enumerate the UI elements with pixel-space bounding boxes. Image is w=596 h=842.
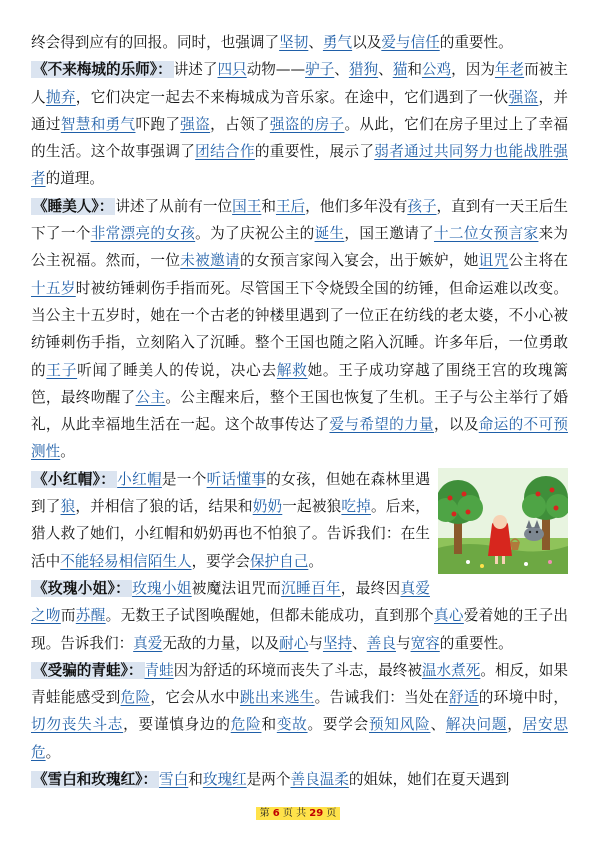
keyword: 解决问题 [445, 716, 508, 734]
text-run: 讲述了 [173, 61, 218, 79]
keyword: 吃掉 [341, 498, 371, 516]
text-run: 和 [188, 771, 203, 789]
story-title: 《雪白和玫瑰红》： [33, 771, 158, 789]
keyword: 十二位女预言家 [433, 225, 539, 243]
text-run: 、 [352, 634, 367, 652]
paragraph-p2 [31, 193, 568, 466]
keyword: 驴子 [305, 61, 335, 79]
keyword: 沉睡百年 [281, 579, 341, 597]
keyword: 公鸡 [421, 61, 452, 79]
text-run: 而被主人 [31, 61, 568, 106]
keyword: 强盗的房子 [269, 115, 345, 133]
keyword: 宽容 [410, 634, 440, 652]
text-run: ，要学会 [191, 552, 250, 570]
keyword: 非常漂亮的女孩 [90, 225, 196, 243]
keyword: 狼 [60, 498, 76, 516]
keyword: 未被邀请 [180, 252, 240, 270]
keyword: 奶奶 [252, 498, 283, 516]
text-run: 动物—— [246, 61, 306, 79]
keyword: 王后 [275, 197, 306, 215]
text-run: 吓跑了 [135, 115, 181, 133]
paragraph-p0 [31, 29, 568, 56]
keyword: 四只 [217, 61, 247, 79]
text-run: 的重要性。 [439, 34, 513, 51]
text-run: ，它们决定一起去不来梅城成为音乐家。在途中，它们遇到了一伙 [75, 88, 509, 106]
text-run: 是一个 [161, 470, 207, 488]
story-title: 《睡美人》： [33, 197, 114, 215]
keyword: 青蛙 [144, 661, 174, 679]
keyword: 抛弃 [45, 88, 76, 106]
paragraph-p3 [31, 466, 568, 575]
text-run: 讲述了从前有一位 [115, 197, 233, 215]
keyword: 爱与信任 [381, 34, 440, 51]
text-run: 因为舒适的环境而丧失了斗志，最终被 [173, 661, 422, 679]
keyword: 猎狗 [348, 61, 379, 79]
text-run: 时被纺锤刺伤手指而死。尽管国王下令烧毁全国的纺锤，但命运难以改变。当公主十五岁时，她在一个古老的钟楼里遇到了一位正在纺线的老太婆，不小心被纺锤刺伤手指，立刻陷入了沉睡。整个王国也随之陷入沉睡。许多年后，一位勇敢的 [31, 279, 568, 379]
keyword: 王子 [46, 361, 78, 379]
keyword: 舒适 [448, 689, 479, 707]
text-run: 。告诫我们：当处在 [314, 689, 449, 707]
keyword: 诞生 [314, 225, 345, 243]
paragraph-p5 [31, 657, 568, 766]
keyword: 真爱 [133, 634, 163, 652]
document-body [31, 29, 568, 793]
story-title: 《受骗的青蛙》： [33, 661, 143, 679]
text-run: 听闻了睡美人的传说，决心去 [77, 361, 277, 379]
text-run: 。 [308, 552, 323, 570]
text-run: 。要学会 [307, 716, 369, 734]
page-label-middle: 页 共 [282, 808, 307, 819]
keyword: 勇气 [322, 34, 353, 51]
paragraph-p6 [31, 766, 568, 793]
keyword: 变故 [276, 716, 308, 734]
text-run: 她。王子成功穿越了围绕王宫的玫瑰篱笆，最终吻醒了 [31, 361, 568, 406]
keyword: 玫瑰小姐 [132, 579, 192, 597]
text-run: 。从此，它们在房子里过上了幸福的生活。这个故事强调了 [31, 115, 568, 161]
text-run: ，并通过 [31, 88, 568, 133]
keyword: 小红帽 [117, 470, 162, 488]
story-title: 《小红帽》： [33, 470, 116, 488]
text-run: 。为了庆祝公主的 [195, 225, 315, 243]
keyword: 听话懂事 [206, 470, 267, 488]
keyword: 强盗 [180, 115, 211, 133]
text-run: ， [507, 716, 523, 734]
keyword: 解救 [276, 361, 308, 379]
keyword: 爱与希望的力量 [329, 416, 434, 434]
text-run: 的姐妹，她们在夏天遇到 [348, 771, 510, 789]
keyword: 危险 [230, 716, 262, 734]
keyword: 团结合作 [195, 143, 255, 161]
text-run: 与 [308, 634, 323, 652]
keyword: 强盗 [508, 88, 539, 106]
keyword: 真心 [433, 607, 464, 625]
text-run: 是两个 [246, 771, 291, 789]
keyword: 年老 [494, 61, 525, 79]
keyword: 坚持 [322, 634, 353, 652]
keyword: 孩子 [407, 197, 437, 215]
keyword: 玫瑰红 [202, 771, 247, 789]
keyword: 切勿丧失斗志 [31, 716, 124, 734]
text-run: 的女孩，但她在森林里遇到了 [31, 470, 430, 516]
keyword: 公主 [135, 388, 166, 406]
text-run: 的女预言家闯入宴会，出于嫉妒，她 [239, 252, 479, 270]
page-label-prefix: 第 [259, 808, 270, 819]
story-title: 《不来梅城的乐师》： [33, 61, 172, 79]
text-run: 、 [334, 61, 349, 79]
text-run: 和 [407, 61, 422, 79]
keyword: 雪白 [159, 771, 189, 789]
text-run: 终会得到应有的回报。同时，也强调了 [31, 34, 280, 51]
keyword: 弱者通过共同努力也能战胜强者 [31, 143, 568, 188]
text-run: ，以及 [433, 416, 479, 434]
text-run: 来为公主祝福。然而，一位 [31, 225, 568, 270]
keyword: 十五岁 [31, 279, 76, 297]
story-title: 《玫瑰小姐》： [33, 579, 131, 597]
text-run: 。相反，如果青蛙能感受到 [31, 661, 568, 707]
total-pages: 29 [309, 808, 324, 819]
text-run: 与 [395, 634, 411, 652]
text-run: ，国王邀请了 [344, 225, 434, 243]
text-run: 。 [60, 443, 75, 461]
keyword: 猫 [392, 61, 408, 79]
text-run: ，他们多年没有 [305, 197, 408, 215]
page-footer [0, 804, 596, 819]
text-run: 而 [60, 607, 76, 625]
text-run: ，占领了 [210, 115, 270, 133]
text-run: 。 [45, 743, 61, 761]
keyword: 智慧和勇气 [60, 115, 136, 133]
text-run: 、 [430, 716, 446, 734]
text-run: 的环境中时， [478, 689, 568, 707]
text-run: 被魔法诅咒而 [191, 579, 282, 597]
keyword: 耐心 [279, 634, 309, 652]
keyword: 善良温柔 [290, 771, 349, 789]
text-run: 的重要性。 [439, 634, 513, 652]
text-run: ，最终因 [340, 579, 401, 597]
keyword: 诅咒 [478, 252, 509, 270]
text-run: 、 [378, 61, 393, 79]
keyword: 保护自己 [249, 552, 309, 570]
keyword: 温水煮死 [421, 661, 481, 679]
text-run: 。无数王子试图唤醒她，但都未能成功，直到那个 [105, 607, 434, 625]
text-run: 公主将在 [508, 252, 568, 270]
keyword: 真爱之吻 [31, 579, 430, 625]
keyword: 国王 [232, 197, 262, 215]
text-run: 以及 [352, 34, 382, 51]
text-run: 无敌的力量，以及 [162, 634, 280, 652]
text-run: 和 [261, 716, 277, 734]
text-run: ，因为 [451, 61, 495, 79]
text-run: 、 [308, 34, 323, 51]
text-run: 的重要性，展示了 [254, 143, 375, 161]
text-run: ，它会从水中 [150, 689, 240, 707]
text-run: ，并相信了狼的话，结果和 [75, 498, 253, 516]
keyword: 跳出来逃生 [239, 689, 315, 707]
text-run: 。公主醒来后，整个王国也恢复了生机。王子与公主举行了婚礼，从此幸福地生活在一起。这个故事传达了 [31, 388, 568, 434]
paragraph-p4 [31, 575, 568, 657]
text-run: 一起被狼 [282, 498, 342, 516]
little-red-riding-hood-illustration [438, 468, 568, 574]
paragraph-p1 [31, 56, 568, 192]
keyword: 预知风险 [369, 716, 431, 734]
keyword: 不能轻易相信陌生人 [60, 552, 192, 570]
keyword: 居安思危 [31, 716, 568, 761]
keyword: 命运的不可预测性 [31, 416, 568, 461]
keyword: 危险 [120, 689, 151, 707]
text-run: 。后来，猎人救了她们，小红帽和奶奶再也不怕狼了。告诉我们：在生活中 [31, 498, 430, 570]
keyword: 坚韧 [279, 34, 309, 51]
current-page: 6 [272, 808, 280, 819]
text-run: ，要谨慎身边的 [123, 716, 231, 734]
text-run: 和 [261, 197, 276, 215]
keyword: 苏醒 [75, 607, 106, 625]
page-label-suffix: 页 [326, 808, 337, 819]
text-run: 的道理。 [45, 170, 104, 188]
text-run: ，直到有一天王后生下了一个 [31, 197, 568, 243]
text-run: 爱着她的王子出现。告诉我们： [31, 607, 568, 652]
page-number-badge [256, 807, 341, 820]
keyword: 善良 [366, 634, 396, 652]
